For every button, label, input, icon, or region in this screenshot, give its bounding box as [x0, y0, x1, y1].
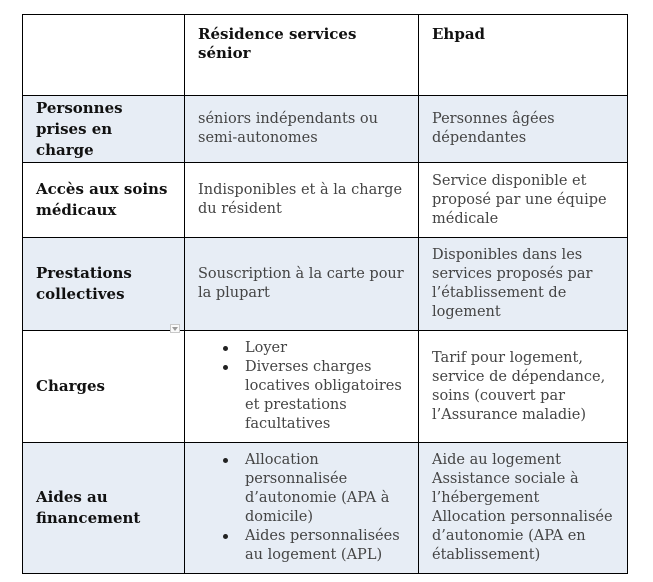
- header-ehpad: Ehpad: [419, 15, 628, 96]
- header-empty-cell: [23, 15, 185, 96]
- bullet-list: [198, 339, 408, 434]
- ehpad-cell: Disponibles dans les services proposés par l’établissement de logement: [419, 238, 628, 331]
- table-row: [23, 238, 628, 331]
- residence-cell: [185, 331, 419, 443]
- ehpad-line: Assistance sociale à l’hébergement: [432, 471, 579, 506]
- row-label: Personnes prises en charge: [23, 96, 185, 163]
- table-row: [23, 96, 628, 163]
- ehpad-cell: Service disponible et proposé par une équipe médicale: [419, 163, 628, 238]
- ehpad-cell: Personnes âgées dépendantes: [419, 96, 628, 163]
- row-label: Charges: [23, 331, 185, 443]
- row-label: Prestations collectives: [23, 238, 185, 331]
- dropdown-arrow-icon[interactable]: [170, 324, 180, 333]
- residence-cell: Indisponibles et à la charge du résident: [185, 163, 419, 238]
- bullet-list: [198, 451, 408, 565]
- list-item: Loyer: [245, 339, 408, 358]
- row-label: Aides au financement: [23, 443, 185, 574]
- table-row: [23, 331, 628, 443]
- list-item: Diverses charges locatives obligatoires et prestations facultatives: [245, 358, 408, 434]
- ehpad-cell: Tarif pour logement, service de dépendance, soins (couvert par l’Assurance maladie): [419, 331, 628, 443]
- table-header-row: [23, 15, 628, 96]
- ehpad-line: Aide au logement: [432, 452, 561, 468]
- list-item: Aides personnalisées au logement (APL): [245, 527, 408, 565]
- table-row: [23, 163, 628, 238]
- residence-cell: [185, 443, 419, 574]
- row-label: Accès aux soins médicaux: [23, 163, 185, 238]
- ehpad-line: Allocation personnalisée d’autonomie (APA en établissement): [432, 509, 613, 563]
- residence-cell: Souscription à la carte pour la plupart: [185, 238, 419, 331]
- comparison-table: [22, 14, 628, 574]
- ehpad-cell: [419, 443, 628, 574]
- header-residence: Résidence services sénior: [185, 15, 419, 96]
- table-row: [23, 443, 628, 574]
- list-item: Allocation personnalisée d’autonomie (APA à domicile): [245, 451, 408, 527]
- residence-cell: séniors indépendants ou semi-autonomes: [185, 96, 419, 163]
